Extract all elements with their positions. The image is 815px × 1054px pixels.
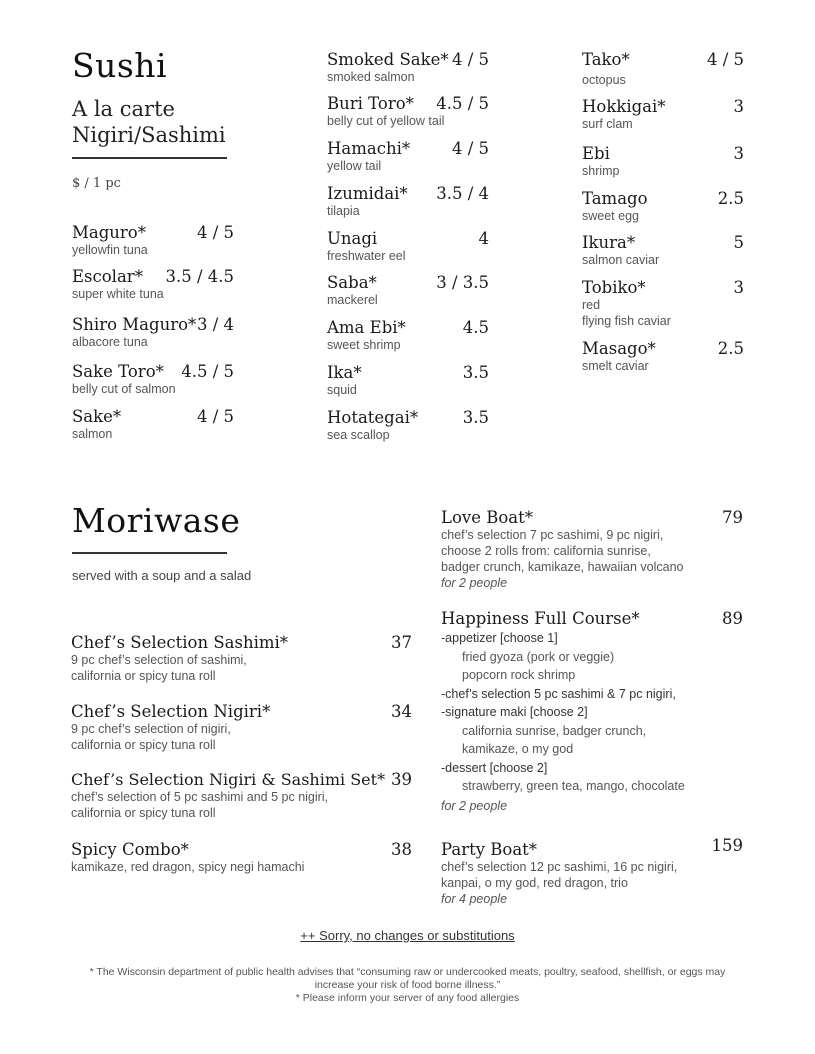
menu-item bbox=[327, 50, 489, 85]
moriwase-title-divider bbox=[72, 552, 227, 554]
course-maki-option: kamikaze, o my god bbox=[462, 742, 574, 756]
item-description: chef’s selection 12 pc sashimi, 16 pc nigiri, bbox=[441, 860, 678, 874]
item-name: Love Boat* bbox=[441, 508, 533, 527]
item-price: 2.5 bbox=[717, 339, 744, 358]
item-price: 4 bbox=[478, 229, 489, 248]
item-name: Tobiko* bbox=[582, 278, 646, 297]
item-name: Chef’s Selection Nigiri & Sashimi Set* bbox=[71, 770, 386, 789]
menu-item bbox=[72, 267, 234, 302]
item-name: Ikura* bbox=[582, 233, 636, 252]
item-price: 159 bbox=[711, 836, 743, 855]
course-appetizer-heading: -appetizer [choose 1] bbox=[441, 631, 558, 645]
item-price: 4 / 5 bbox=[196, 223, 234, 242]
item-name: Hokkigai* bbox=[582, 97, 666, 116]
item-price: 5 bbox=[733, 233, 744, 252]
item-price: 3 bbox=[733, 144, 744, 163]
health-warning-line1: * The Wisconsin department of public health advises that “consuming raw or undercooked meats, poultry, seafood, shellfish, or eggs may bbox=[89, 966, 726, 978]
item-description: albacore tuna bbox=[72, 335, 148, 349]
item-name: Shiro Maguro* bbox=[72, 315, 197, 334]
item-description: yellowfin tuna bbox=[72, 243, 148, 257]
item-description: tilapia bbox=[327, 204, 360, 218]
item-name: Maguro* bbox=[72, 223, 146, 242]
menu-item bbox=[327, 408, 489, 443]
item-name: Spicy Combo* bbox=[71, 840, 189, 859]
item-description-line2: california or spicy tuna roll bbox=[71, 738, 216, 752]
menu-item bbox=[72, 362, 234, 397]
party-boat-item bbox=[441, 836, 743, 907]
sushi-subtitle-line2: Nigiri/Sashimi bbox=[72, 123, 226, 147]
sushi-unit-note: $ / 1 pc bbox=[72, 176, 121, 191]
item-price: 3.5 / 4 bbox=[436, 184, 489, 203]
item-name: Tako* bbox=[582, 50, 630, 69]
item-description-line2: california or spicy tuna roll bbox=[71, 806, 216, 820]
serving-size: for 2 people bbox=[441, 576, 508, 590]
item-description: belly cut of yellow tail bbox=[327, 114, 445, 128]
item-price: 4 / 5 bbox=[451, 50, 489, 69]
menu-item bbox=[327, 273, 489, 308]
no-substitutions-note: ++ Sorry, no changes or substitutions bbox=[300, 928, 515, 943]
course-dessert-option: strawberry, green tea, mango, chocolate bbox=[462, 779, 685, 793]
course-appetizer-option: popcorn rock shrimp bbox=[462, 668, 576, 682]
moriwase-served-note: served with a soup and a salad bbox=[72, 568, 252, 583]
moriwase-title: Moriwase bbox=[72, 501, 241, 540]
menu-item bbox=[582, 189, 744, 224]
item-name: Izumidai* bbox=[327, 184, 408, 203]
item-price: 3 / 4 bbox=[196, 315, 234, 334]
menu-item bbox=[327, 139, 489, 174]
sushi-subtitle-line1: A la carte bbox=[72, 97, 175, 121]
item-description: shrimp bbox=[582, 164, 620, 178]
item-description-line2: california or spicy tuna roll bbox=[71, 669, 216, 683]
item-price: 4.5 / 5 bbox=[181, 362, 234, 381]
item-description: octopus bbox=[582, 73, 626, 87]
item-price: 3.5 / 4.5 bbox=[165, 267, 234, 286]
menu-item bbox=[327, 184, 489, 219]
item-name: Saba* bbox=[327, 273, 377, 292]
item-description: red bbox=[582, 298, 601, 312]
menu-item bbox=[72, 223, 234, 258]
sushi-title-divider bbox=[72, 157, 227, 159]
item-price: 34 bbox=[391, 702, 412, 721]
item-price: 39 bbox=[391, 770, 412, 789]
item-description: kamikaze, red dragon, spicy negi hamachi bbox=[71, 860, 305, 874]
item-description: 9 pc chef’s selection of sashimi, bbox=[71, 653, 247, 667]
item-description: 9 pc chef’s selection of nigiri, bbox=[71, 722, 231, 736]
menu-item bbox=[582, 50, 744, 88]
course-chef-selection: -chef’s selection 5 pc sashimi & 7 pc nigiri, bbox=[441, 686, 676, 701]
item-price: 3.5 bbox=[462, 363, 489, 382]
item-name: Unagi bbox=[327, 229, 378, 248]
menu-item bbox=[327, 94, 489, 129]
item-description: chef’s selection of 5 pc sashimi and 5 pc nigiri, bbox=[71, 790, 329, 804]
set-item bbox=[71, 770, 412, 821]
allergy-note: * Please inform your server of any food allergies bbox=[295, 992, 520, 1004]
menu-item bbox=[582, 144, 744, 179]
item-description: salmon caviar bbox=[582, 253, 660, 267]
menu-item bbox=[582, 339, 744, 374]
set-item bbox=[71, 840, 412, 875]
course-dessert-heading: -dessert [choose 2] bbox=[441, 760, 548, 775]
menu-item bbox=[327, 363, 489, 398]
item-description-line2: kanpai, o my god, red dragon, trio bbox=[441, 876, 628, 890]
item-name: Party Boat* bbox=[441, 840, 538, 859]
item-description-line2: flying fish caviar bbox=[582, 314, 671, 328]
item-price: 4 / 5 bbox=[196, 407, 234, 426]
item-description: freshwater eel bbox=[327, 249, 406, 263]
love-boat-item bbox=[441, 508, 743, 591]
item-price: 4 / 5 bbox=[706, 50, 744, 69]
item-description: mackerel bbox=[327, 293, 378, 307]
item-name: Hotategai* bbox=[327, 408, 419, 427]
health-warning-line2: increase your risk of food borne illness.” bbox=[314, 979, 501, 991]
menu-item bbox=[327, 318, 489, 353]
serving-size: for 4 people bbox=[441, 892, 508, 906]
set-item bbox=[71, 633, 412, 684]
item-name: Masago* bbox=[582, 339, 656, 358]
item-description: super white tuna bbox=[72, 287, 164, 301]
menu-item bbox=[582, 233, 744, 268]
item-price: 79 bbox=[722, 508, 743, 527]
item-name: Sake* bbox=[72, 407, 122, 426]
item-name: Hamachi* bbox=[327, 139, 411, 158]
item-price: 3 / 3.5 bbox=[436, 273, 489, 292]
item-price: 37 bbox=[391, 633, 412, 652]
item-price: 3 bbox=[733, 97, 744, 116]
menu-item bbox=[72, 407, 234, 442]
item-description: sweet shrimp bbox=[327, 338, 401, 352]
item-price: 3 bbox=[733, 278, 744, 297]
item-name: Chef’s Selection Nigiri* bbox=[71, 702, 271, 721]
item-description: smoked salmon bbox=[327, 70, 415, 84]
item-description-line2: choose 2 rolls from: california sunrise, bbox=[441, 544, 651, 558]
menu-item bbox=[327, 229, 489, 264]
sushi-title: Sushi bbox=[72, 46, 168, 85]
item-price: 38 bbox=[391, 840, 412, 859]
item-description: squid bbox=[327, 383, 357, 397]
item-description: sea scallop bbox=[327, 428, 390, 442]
item-price: 3.5 bbox=[462, 408, 489, 427]
item-name: Ebi bbox=[582, 144, 610, 163]
item-description: surf clam bbox=[582, 117, 633, 131]
menu-item bbox=[72, 315, 234, 350]
item-name: Escolar* bbox=[72, 267, 143, 286]
set-item bbox=[71, 702, 412, 753]
item-name: Happiness Full Course* bbox=[441, 609, 640, 628]
item-name: Chef’s Selection Sashimi* bbox=[71, 633, 289, 652]
item-name: Ama Ebi* bbox=[327, 318, 406, 337]
item-description: chef’s selection 7 pc sashimi, 9 pc nigiri, bbox=[441, 528, 664, 542]
item-price: 4.5 / 5 bbox=[436, 94, 489, 113]
item-name: Tamago bbox=[582, 189, 648, 208]
serving-size: for 2 people bbox=[441, 798, 508, 813]
item-description: belly cut of salmon bbox=[72, 382, 176, 396]
item-name: Sake Toro* bbox=[72, 362, 164, 381]
item-price: 4 / 5 bbox=[451, 139, 489, 158]
menu-item bbox=[582, 278, 744, 329]
item-price: 4.5 bbox=[462, 318, 489, 337]
item-name: Buri Toro* bbox=[327, 94, 414, 113]
course-maki-option: california sunrise, badger crunch, bbox=[462, 723, 647, 738]
item-description: salmon bbox=[72, 427, 113, 441]
item-price: 89 bbox=[722, 609, 743, 628]
happiness-course-item bbox=[441, 609, 743, 814]
item-description: sweet egg bbox=[582, 209, 639, 223]
item-description-line3: badger crunch, kamikaze, hawaiian volcano bbox=[441, 560, 684, 574]
course-maki-heading: -signature maki [choose 2] bbox=[441, 705, 588, 719]
menu-item bbox=[582, 97, 744, 132]
item-description: yellow tail bbox=[327, 159, 382, 173]
item-name: Smoked Sake* bbox=[327, 50, 449, 69]
item-description: smelt caviar bbox=[582, 359, 649, 373]
course-appetizer-option: fried gyoza (pork or veggie) bbox=[462, 649, 615, 664]
item-price: 2.5 bbox=[717, 189, 744, 208]
item-name: Ika* bbox=[327, 363, 362, 382]
